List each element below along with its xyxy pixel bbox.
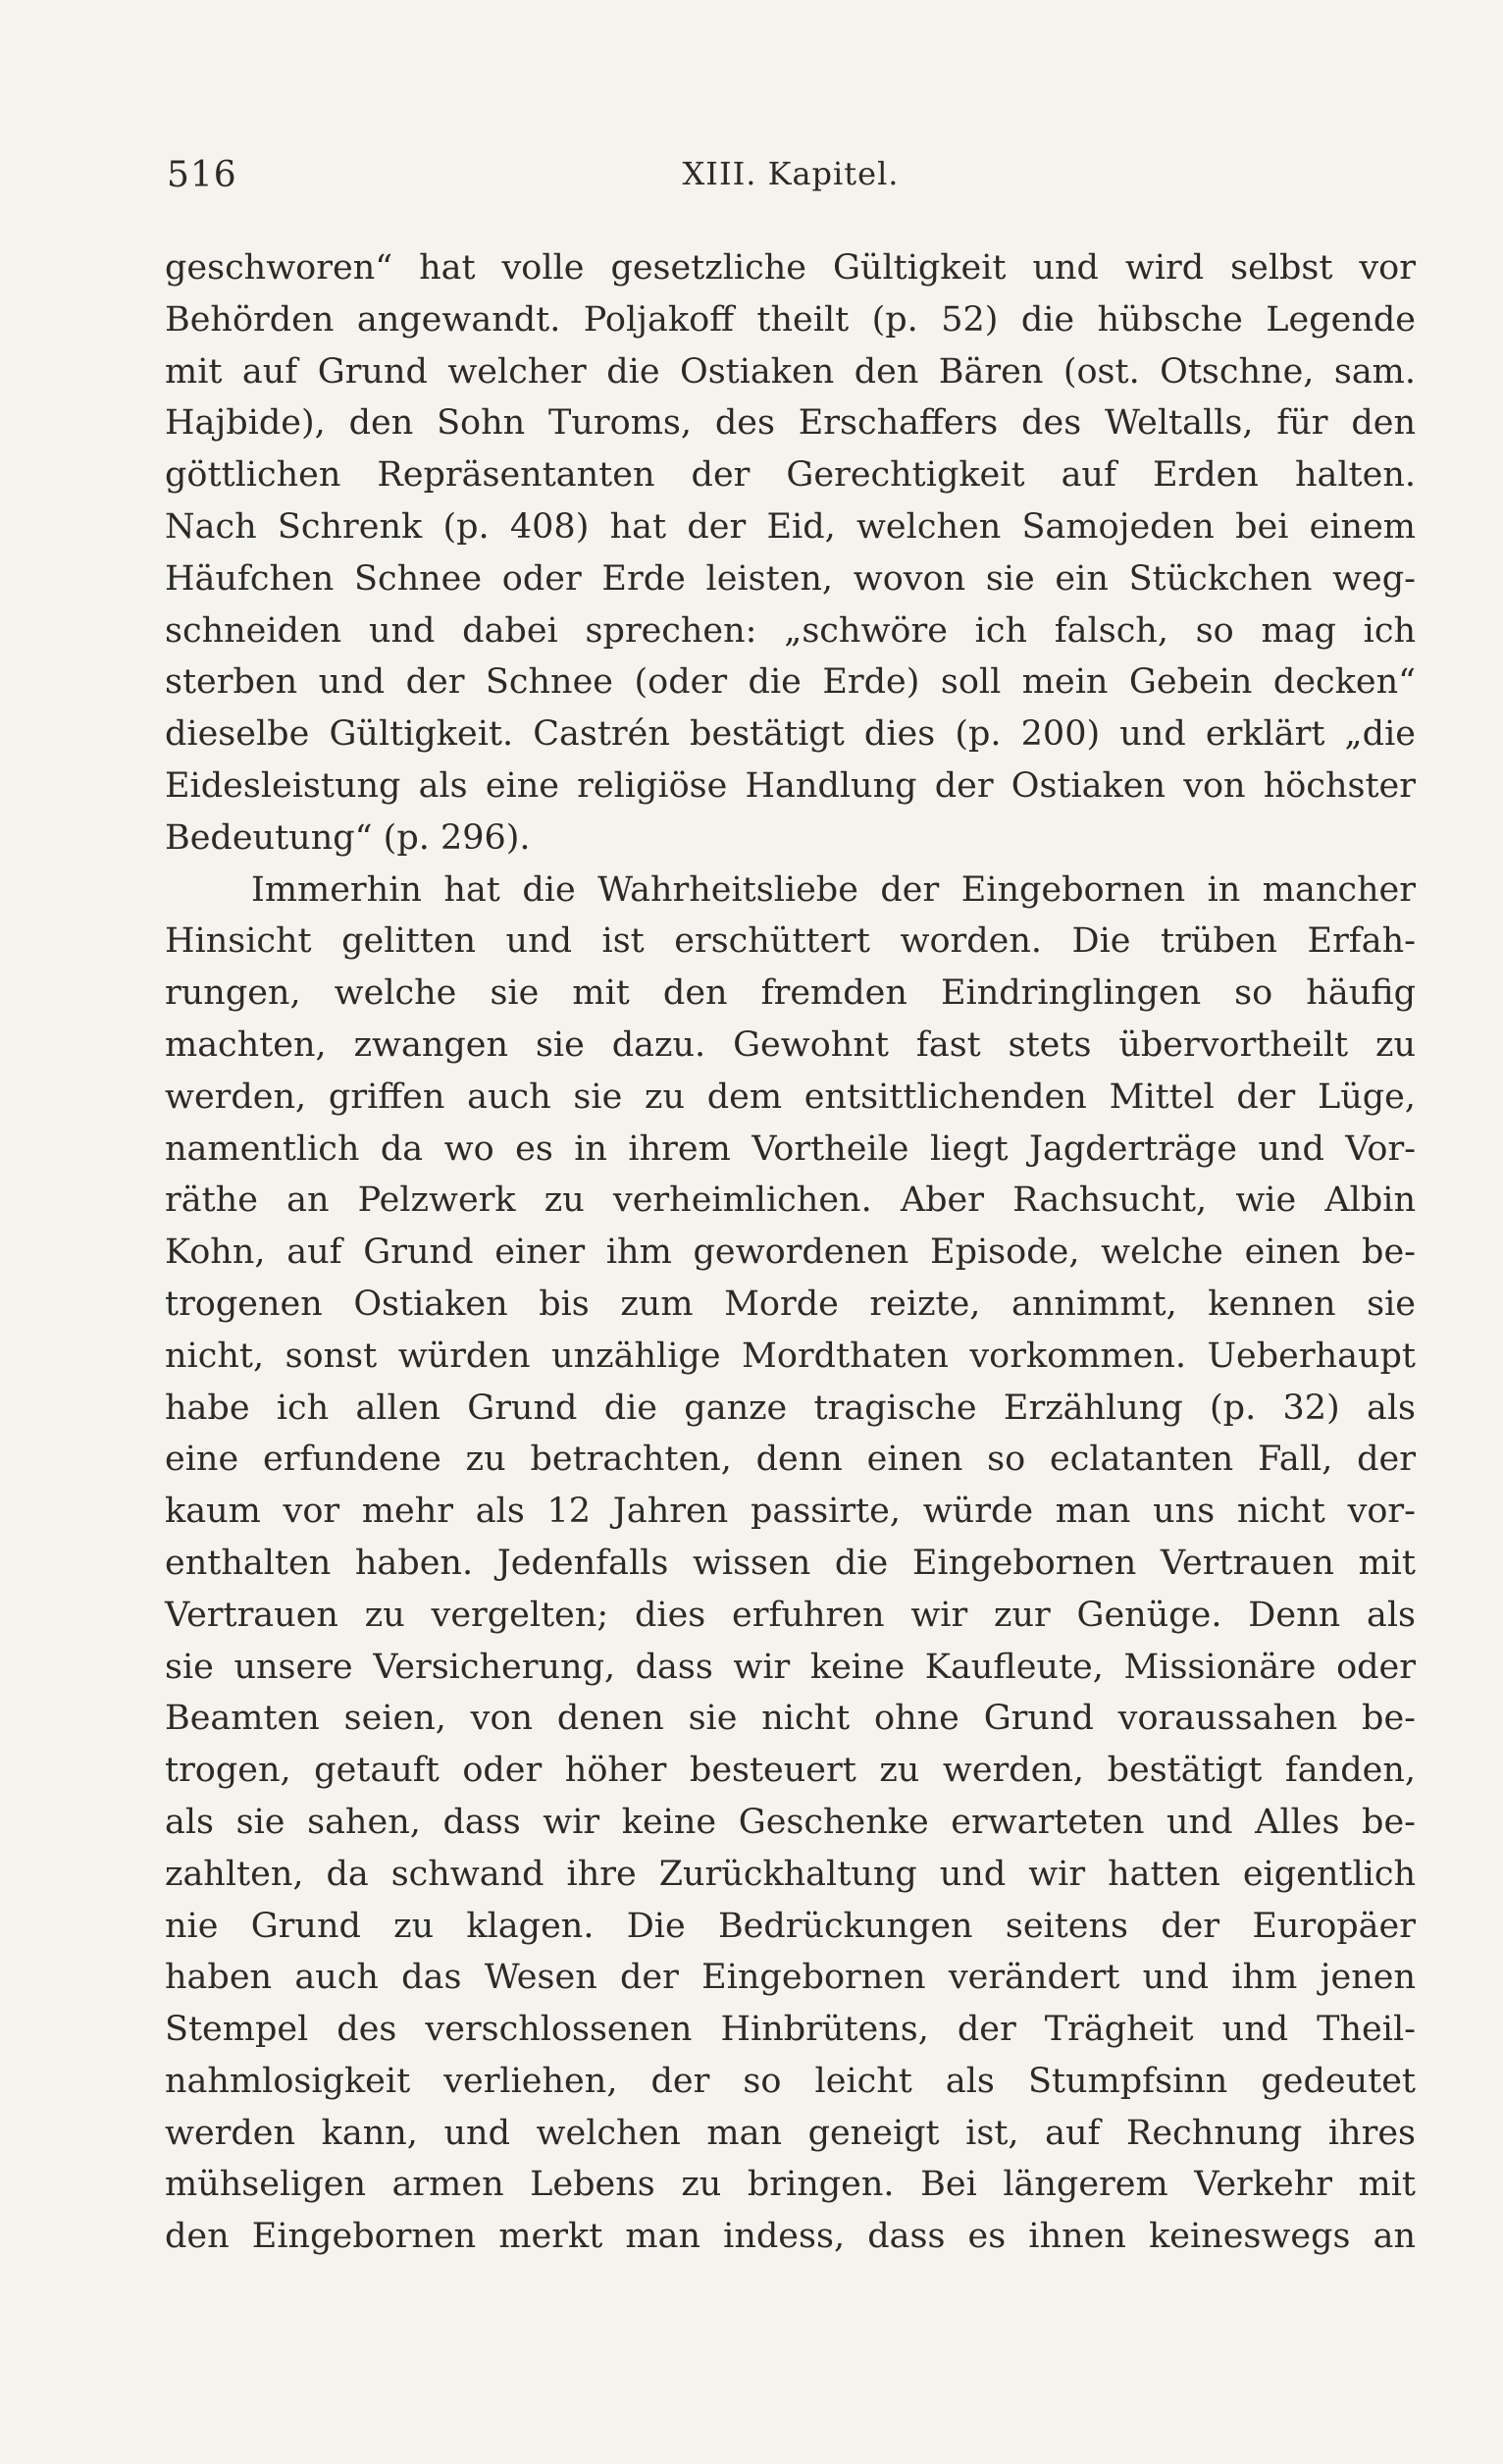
text-line: Beamten seien, von denen sie nicht ohne Grund voraussahen be- (165, 1699, 1416, 1739)
text-line: göttlichen Repräsentanten der Gerechtigkeit auf Erden halten. (165, 455, 1416, 496)
text-line: mühseligen armen Lebens zu bringen. Bei längerem Verkehr mit (165, 2165, 1416, 2205)
text-line: zahlten, da schwand ihre Zurückhaltung und wir hatten eigentlich (165, 1854, 1416, 1894)
text-line: rungen, welche sie mit den fremden Eindringlingen so häufig (165, 973, 1416, 1014)
text-line: geschworen“ hat volle gesetzliche Gültigkeit und wird selbst vor (165, 248, 1416, 288)
text-line: habe ich allen Grund die ganze tragische Erzählung (p. 32) als (165, 1388, 1416, 1428)
text-line: räthe an Pelzwerk zu verheimlichen. Aber Rachsucht, wie Albin (165, 1180, 1416, 1221)
text-line: werden kann, und welchen man geneigt ist, auf Rechnung ihres (165, 2113, 1416, 2153)
text-line: Bedeutung“ (p. 296). (165, 817, 531, 858)
text-line: trogenen Ostiaken bis zum Morde reizte, annimmt, kennen sie (165, 1284, 1416, 1324)
text-line: Behörden angewandt. Poljakoff theilt (p. 52) die hübsche Legende (165, 299, 1416, 340)
text-line: sie unsere Versicherung, dass wir keine Kaufleute, Missionäre oder (165, 1647, 1416, 1687)
text-line: als sie sahen, dass wir keine Geschenke erwarteten und Alles be- (165, 1802, 1416, 1842)
text-line: eine erfundene zu betrachten, denn einen so eclatanten Fall, der (165, 1440, 1416, 1480)
text-line: Hajbide), den Sohn Turoms, des Erschaffers des Weltalls, für den (165, 403, 1416, 444)
text-line: Stempel des verschlossenen Hinbrütens, der Trägheit und Theil- (165, 2010, 1416, 2050)
text-line: sterben und der Schnee (oder die Erde) soll mein Gebein decken“ (165, 662, 1416, 703)
text-line: Vertrauen zu vergelten; dies erfuhren wir zur Genüge. Denn als (165, 1595, 1416, 1635)
text-line: Häufchen Schnee oder Erde leisten, wovon sie ein Stückchen weg- (165, 558, 1416, 599)
text-line: Eidesleistung als eine religiöse Handlung der Ostiaken von höchster (165, 765, 1416, 806)
text-line: trogen, getauft oder höher besteuert zu werden, bestätigt fanden, (165, 1751, 1416, 1791)
text-line: nie Grund zu klagen. Die Bedrückungen seitens der Europäer (165, 1906, 1416, 1946)
text-line: nicht, sonst würden unzählige Mordthaten vorkommen. Ueberhaupt (165, 1336, 1416, 1376)
text-line: dieselbe Gültigkeit. Castrén bestätigt dies (p. 200) und erklärt „die (165, 714, 1416, 755)
page-header (167, 155, 1415, 210)
text-line: werden, griffen auch sie zu dem entsittlichenden Mittel der Lüge, (165, 1076, 1416, 1117)
text-line: nahmlosigkeit verliehen, der so leicht als Stumpfsinn gedeutet (165, 2061, 1416, 2101)
text-line: schneiden und dabei sprechen: „schwöre ich falsch, so mag ich (165, 610, 1416, 651)
running-head: XIII. Kapitel. (682, 155, 900, 192)
text-line: Immerhin hat die Wahrheitsliebe der Eingebornen in mancher (251, 869, 1416, 910)
text-line: den Eingebornen merkt man indess, dass es ihnen keineswegs an (165, 2217, 1416, 2257)
body-text (165, 242, 1416, 2263)
page-number: 516 (167, 155, 237, 195)
text-line: Kohn, auf Grund einer ihm gewordenen Episode, welche einen be- (165, 1232, 1416, 1273)
text-line: machten, zwangen sie dazu. Gewohnt fast stets übervortheilt zu (165, 1024, 1416, 1065)
text-line: Nach Schrenk (p. 408) hat der Eid, welchen Samojeden bei einem (165, 506, 1416, 547)
text-line: mit auf Grund welcher die Ostiaken den Bären (ost. Otschne, sam. (165, 351, 1416, 392)
text-line: enthalten haben. Jedenfalls wissen die Eingebornen Vertrauen mit (165, 1543, 1416, 1583)
text-line: haben auch das Wesen der Eingebornen verändert und ihm jenen (165, 1958, 1416, 1998)
text-line: Hinsicht gelitten und ist erschüttert worden. Die trüben Erfah- (165, 921, 1416, 962)
text-line: namentlich da wo es in ihrem Vortheile liegt Jagderträge und Vor- (165, 1128, 1416, 1169)
text-line: kaum vor mehr als 12 Jahren passirte, würde man uns nicht vor- (165, 1492, 1416, 1532)
